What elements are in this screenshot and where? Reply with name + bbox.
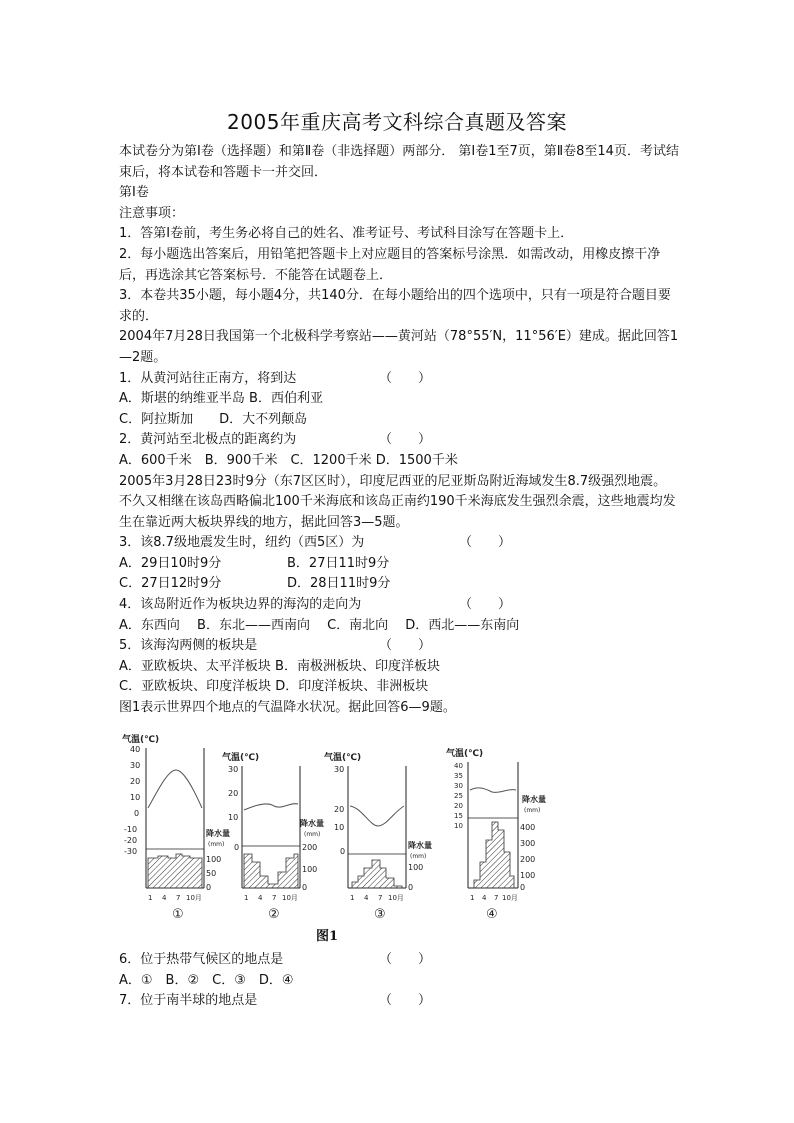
precip-tick: 400	[520, 823, 536, 832]
question-3	[119, 533, 679, 554]
temp-tick: 20	[130, 777, 141, 786]
temp-tick: -30	[124, 847, 138, 856]
precip-unit: (mm)	[410, 853, 427, 860]
precip-tick: 200	[520, 855, 536, 864]
temp-tick: 0	[234, 843, 240, 852]
answer-paren: （ ）	[459, 535, 512, 551]
options-line: C．亚欧板块、印度洋板块 D．印度洋板块、非洲板块	[119, 679, 429, 695]
climate-panel-1	[122, 733, 230, 922]
temp-axis-label: 气温(℃)	[446, 749, 484, 759]
option: B．27日11时9分	[287, 555, 390, 571]
month-tick: 1	[244, 894, 249, 902]
panel-label: ④	[486, 907, 498, 922]
precipitation-bars	[474, 822, 514, 888]
month-tick: 10月	[388, 894, 404, 902]
precip-tick: 0	[408, 883, 414, 892]
question-text: 5．该海沟两侧的板块是	[119, 638, 258, 654]
options-line: A．东西向 B．东北——西南向 C．南北向 D．西北——东南向	[119, 617, 520, 633]
answer-paren: （ ）	[459, 597, 512, 613]
month-tick: 1	[350, 894, 355, 902]
precip-axis-label: 降水量	[522, 795, 546, 804]
options-line: C．阿拉斯加 D．大不列颠岛	[119, 411, 308, 427]
precip-tick: 0	[302, 883, 308, 892]
month-tick: 4	[482, 894, 487, 902]
climate-figure	[118, 730, 546, 945]
month-tick: 1	[470, 894, 475, 902]
precip-axis-label: 降水量	[300, 819, 324, 828]
temperature-curve	[350, 806, 404, 826]
precip-unit: (mm)	[208, 841, 225, 848]
temp-axis-label: 气温(℃)	[122, 735, 160, 745]
temp-tick: 30	[454, 782, 463, 790]
options-line	[119, 574, 679, 595]
precipitation-bars	[244, 854, 298, 888]
precip-tick: 0	[520, 883, 526, 892]
figure-caption: 图1	[316, 929, 339, 944]
month-tick: 7	[494, 894, 499, 902]
question-text: 4．该岛附近作为板块边界的海沟的走向为	[119, 597, 362, 613]
precip-tick: 100	[520, 871, 536, 880]
temp-tick: 15	[454, 812, 463, 820]
climate-panel-2	[222, 751, 324, 922]
answer-paren: （ ）	[379, 993, 432, 1009]
temp-tick: -10	[124, 825, 138, 834]
options-line: A．亚欧板块、太平洋板块 B．南极洲板块、印度洋板块	[119, 658, 440, 674]
precip-tick: 100	[302, 865, 318, 874]
precipitation-bars	[148, 854, 202, 888]
temp-tick: 20	[334, 805, 345, 814]
temp-tick: 40	[454, 762, 463, 770]
question-text: 2．黄河站至北极点的距离约为	[119, 432, 297, 448]
question-7	[119, 991, 679, 1012]
month-tick: 4	[364, 894, 369, 902]
month-tick: 4	[258, 894, 263, 902]
exam-body-continued	[119, 950, 679, 1012]
temp-tick: 10	[454, 822, 463, 830]
temp-tick: 30	[228, 765, 239, 774]
month-tick: 10月	[186, 894, 202, 902]
options-line: A．斯堪的纳维亚半岛 B．西伯利亚	[119, 391, 323, 407]
option: D．28日11时9分	[287, 576, 391, 592]
options-line: A．① B．② C．③ D．④	[119, 972, 294, 988]
temperature-curve	[148, 770, 202, 808]
page-title: 2005年重庆高考文科综合真题及答案	[227, 110, 567, 134]
temp-tick: 30	[130, 761, 141, 770]
temp-tick: 20	[228, 789, 239, 798]
answer-paren: （ ）	[379, 952, 432, 967]
temp-tick: 0	[340, 847, 346, 856]
question-4	[119, 595, 679, 616]
precip-axis-label: 降水量	[408, 841, 432, 850]
precip-tick: 200	[302, 843, 318, 852]
part-heading: 第Ⅰ卷	[119, 185, 149, 201]
month-tick: 7	[378, 894, 383, 902]
climate-charts	[118, 730, 546, 945]
temp-tick: 30	[334, 765, 345, 774]
precip-tick: 300	[520, 839, 536, 848]
temp-tick: 10	[334, 823, 345, 832]
answer-paren: （ ）	[379, 432, 432, 448]
climate-panel-3	[324, 751, 432, 922]
answer-paren: （ ）	[379, 370, 432, 386]
question-1	[119, 369, 679, 390]
temp-tick: 0	[134, 809, 140, 818]
options-line	[119, 554, 679, 575]
precip-axis-label: 降水量	[206, 829, 230, 838]
note-item: 1．答第Ⅰ卷前，考生务必将自己的姓名、准考证号、考试科目涂写在答题卡上．	[119, 226, 574, 242]
month-tick: 1	[148, 894, 153, 902]
precipitation-bars	[352, 860, 402, 888]
exam-body	[119, 142, 679, 719]
temp-axis-label: 气温(℃)	[324, 753, 362, 763]
question-5	[119, 636, 679, 657]
precip-tick: 100	[206, 855, 222, 864]
notes-heading: 注意事项：	[119, 205, 185, 221]
precip-unit: (mm)	[524, 807, 541, 814]
panel-label: ②	[268, 907, 280, 922]
note-item: 3．本卷共35小题，每小题4分，共140分．在每小题给出的四个选项中，只有一项是符合题目要求的．	[119, 288, 671, 324]
question-text: 1．从黄河站往正南方，将到达	[119, 370, 297, 386]
temperature-curve	[470, 788, 516, 793]
panel-label: ③	[374, 907, 386, 922]
precip-unit: (mm)	[304, 831, 321, 838]
question-text: 7．位于南半球的地点是	[119, 993, 258, 1009]
temperature-curve	[244, 804, 298, 810]
note-item: 2．每小题选出答案后，用铅笔把答题卡上对应题目的答案标号涂黑．如需改动，用橡皮擦干净后，再选涂其它答案标号．不能答在试题卷上．	[119, 246, 661, 283]
month-tick: 10月	[282, 894, 298, 902]
passage-paragraph: 2004年7月28日我国第一个北极科学考察站——黄河站（78°55′N，11°56′E）建成。据此回答1—2题。	[119, 329, 679, 365]
options-line: A．600千米 B．900千米 C．1200千米 D．1500千米	[119, 452, 458, 468]
question-text: 3．该8.7级地震发生时，纽约（西5区）为	[119, 535, 365, 551]
climate-panel-4	[446, 747, 546, 922]
temp-tick: 10	[228, 813, 239, 822]
month-tick: 10月	[502, 894, 518, 902]
month-tick: 7	[272, 894, 277, 902]
passage-paragraph: 图1表示世界四个地点的气温降水状况。据此回答6—9题。	[119, 700, 456, 716]
question-6	[119, 950, 679, 971]
month-tick: 7	[176, 894, 181, 902]
temp-tick: 20	[454, 802, 463, 810]
temp-tick: -20	[124, 836, 138, 845]
option: C．27日12时9分	[119, 576, 222, 592]
precip-tick: 0	[206, 883, 212, 892]
question-text: 6．位于热带气候区的地点是	[119, 952, 284, 967]
temp-tick: 25	[454, 792, 463, 800]
temp-axis-label: 气温(℃)	[222, 753, 260, 763]
answer-paren: （ ）	[379, 638, 432, 654]
temp-tick: 40	[130, 745, 141, 754]
precip-tick: 50	[206, 869, 217, 878]
passage-paragraph: 2005年3月28日23时9分（东7区区时），印度尼西亚的尼亚斯岛附近海域发生8.7级强烈地震。不久又相继在该岛西略偏北100千米海底和该岛正南约190千米海底发生强烈余震，这些地震均发生在靠近两大板块界线的地方，据此回答3—5题。	[119, 473, 676, 530]
question-2	[119, 430, 679, 451]
month-tick: 4	[162, 894, 167, 902]
precip-tick: 100	[408, 863, 424, 872]
intro-paragraph: 本试卷分为第Ⅰ卷（选择题）和第Ⅱ卷（非选择题）两部分． 第Ⅰ卷1至7页，第Ⅱ卷8至14页．考试结束后，将本试卷和答题卡一并交回．	[119, 144, 679, 180]
option: A．29日10时9分	[119, 555, 222, 571]
temp-tick: 35	[454, 772, 463, 780]
panel-label: ①	[172, 907, 184, 922]
temp-tick: 10	[130, 793, 141, 802]
